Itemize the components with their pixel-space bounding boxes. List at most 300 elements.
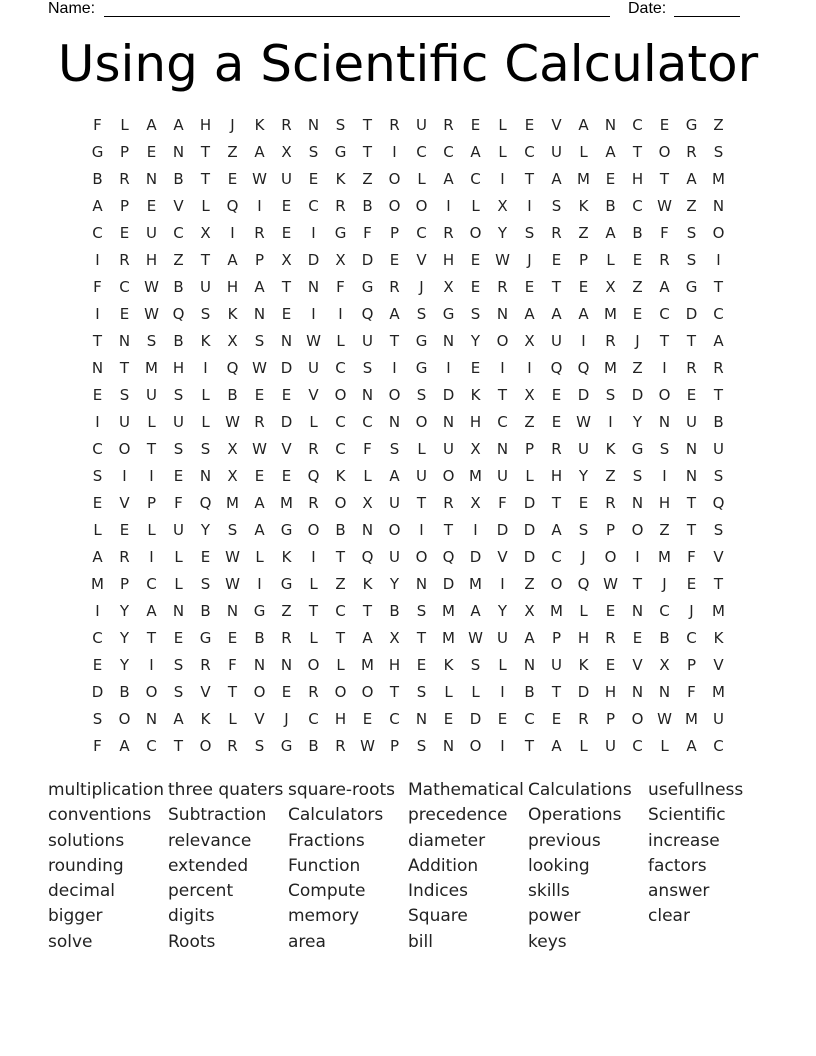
grid-letter: S bbox=[713, 142, 724, 161]
date-field-line bbox=[674, 0, 740, 17]
grid-letter: T bbox=[497, 385, 508, 404]
grid-letter: J bbox=[635, 331, 640, 350]
grid-letter: O bbox=[631, 520, 644, 539]
grid-letter: B bbox=[92, 169, 103, 188]
grid-letter: G bbox=[334, 142, 347, 161]
grid-letter: P bbox=[605, 520, 616, 539]
grid-letter: R bbox=[551, 223, 562, 242]
grid-letter: T bbox=[389, 331, 400, 350]
grid-letter: K bbox=[443, 655, 454, 674]
grid-letter: I bbox=[500, 574, 505, 593]
grid-letter: R bbox=[713, 358, 724, 377]
grid-letter: X bbox=[335, 250, 346, 269]
grid-letter: M bbox=[469, 466, 482, 485]
letter-grid bbox=[84, 111, 732, 759]
grid-letter: G bbox=[415, 331, 428, 350]
word-bank-item: area bbox=[288, 931, 326, 952]
grid-letter: I bbox=[500, 736, 505, 755]
grid-letter: N bbox=[280, 331, 293, 350]
grid-letter: O bbox=[604, 547, 617, 566]
grid-letter: S bbox=[416, 385, 427, 404]
grid-letter: D bbox=[685, 304, 698, 323]
grid-letter: S bbox=[173, 385, 184, 404]
grid-letter: T bbox=[362, 142, 373, 161]
grid-letter: Z bbox=[605, 466, 616, 485]
grid-letter: L bbox=[309, 412, 318, 431]
grid-row bbox=[84, 246, 732, 273]
grid-letter: A bbox=[713, 331, 724, 350]
grid-letter: M bbox=[442, 628, 455, 647]
grid-letter: A bbox=[119, 736, 130, 755]
grid-letter: H bbox=[658, 493, 671, 512]
grid-letter: L bbox=[309, 574, 318, 593]
word-bank-item: Compute bbox=[288, 881, 366, 902]
grid-letter: N bbox=[145, 709, 158, 728]
grid-letter: W bbox=[144, 277, 159, 296]
grid-letter: O bbox=[334, 493, 347, 512]
grid-letter: N bbox=[631, 601, 644, 620]
grid-letter: I bbox=[419, 520, 424, 539]
grid-letter: C bbox=[632, 115, 643, 134]
grid-letter: I bbox=[122, 466, 127, 485]
grid-letter: H bbox=[550, 466, 563, 485]
grid-letter: G bbox=[361, 277, 374, 296]
grid-letter: P bbox=[686, 655, 697, 674]
grid-letter: O bbox=[415, 547, 428, 566]
grid-letter: L bbox=[336, 331, 345, 350]
grid-letter: T bbox=[551, 277, 562, 296]
grid-letter: Z bbox=[173, 250, 184, 269]
grid-letter: K bbox=[200, 331, 211, 350]
grid-letter: N bbox=[658, 412, 671, 431]
word-bank-item: Fractions bbox=[288, 830, 365, 851]
grid-letter: I bbox=[473, 520, 478, 539]
grid-letter: Z bbox=[632, 358, 643, 377]
grid-letter: Q bbox=[712, 493, 725, 512]
word-bank-item: Addition bbox=[408, 855, 479, 876]
grid-letter: E bbox=[497, 709, 508, 728]
grid-letter: M bbox=[145, 358, 158, 377]
grid-letter: K bbox=[227, 304, 238, 323]
grid-letter: M bbox=[712, 601, 725, 620]
grid-letter: K bbox=[335, 466, 346, 485]
grid-letter: L bbox=[579, 142, 588, 161]
grid-letter: F bbox=[228, 655, 237, 674]
grid-letter: L bbox=[201, 196, 210, 215]
grid-letter: M bbox=[226, 493, 239, 512]
grid-row bbox=[84, 219, 732, 246]
grid-letter: E bbox=[200, 547, 211, 566]
grid-letter: C bbox=[146, 736, 157, 755]
grid-letter: C bbox=[335, 412, 346, 431]
grid-letter: R bbox=[389, 115, 400, 134]
grid-letter: S bbox=[686, 223, 697, 242]
grid-letter: C bbox=[524, 709, 535, 728]
grid-letter: N bbox=[388, 412, 401, 431]
grid-letter: H bbox=[226, 277, 239, 296]
grid-letter: O bbox=[388, 169, 401, 188]
grid-letter: U bbox=[713, 709, 724, 728]
grid-letter: R bbox=[119, 547, 130, 566]
grid-letter: O bbox=[307, 655, 320, 674]
grid-letter: Z bbox=[362, 169, 373, 188]
grid-letter: T bbox=[524, 736, 535, 755]
grid-letter: N bbox=[253, 304, 266, 323]
grid-letter: B bbox=[227, 385, 238, 404]
grid-letter: S bbox=[470, 304, 481, 323]
grid-letter: U bbox=[605, 736, 616, 755]
grid-letter: N bbox=[307, 277, 320, 296]
grid-letter: E bbox=[686, 574, 697, 593]
grid-letter: I bbox=[311, 304, 316, 323]
grid-letter: S bbox=[92, 466, 103, 485]
grid-letter: Q bbox=[550, 358, 563, 377]
word-column bbox=[288, 778, 408, 955]
grid-letter: R bbox=[389, 277, 400, 296]
grid-letter: E bbox=[254, 385, 265, 404]
grid-letter: M bbox=[604, 304, 617, 323]
grid-letter: U bbox=[551, 331, 562, 350]
grid-letter: X bbox=[605, 277, 616, 296]
grid-letter: N bbox=[226, 601, 239, 620]
grid-letter: S bbox=[173, 655, 184, 674]
grid-letter: A bbox=[146, 115, 157, 134]
grid-letter: L bbox=[606, 250, 615, 269]
grid-letter: C bbox=[497, 412, 508, 431]
grid-letter: X bbox=[524, 331, 535, 350]
grid-letter: V bbox=[713, 547, 724, 566]
grid-row bbox=[84, 192, 732, 219]
grid-letter: K bbox=[470, 385, 481, 404]
word-bank-item: clear bbox=[648, 906, 690, 927]
grid-letter: C bbox=[470, 169, 481, 188]
grid-letter: B bbox=[200, 601, 211, 620]
grid-letter: Z bbox=[632, 277, 643, 296]
grid-letter: M bbox=[712, 682, 725, 701]
grid-letter: M bbox=[280, 493, 293, 512]
grid-letter: N bbox=[253, 655, 266, 674]
grid-letter: O bbox=[145, 682, 158, 701]
grid-letter: I bbox=[95, 250, 100, 269]
grid-letter: E bbox=[227, 628, 238, 647]
word-bank-item: multiplication bbox=[48, 780, 165, 800]
grid-letter: O bbox=[199, 736, 212, 755]
grid-letter: H bbox=[145, 250, 158, 269]
grid-letter: E bbox=[605, 655, 616, 674]
grid-letter: A bbox=[578, 115, 589, 134]
grid-letter: E bbox=[686, 385, 697, 404]
grid-letter: E bbox=[551, 709, 562, 728]
grid-letter: C bbox=[146, 574, 157, 593]
grid-letter: L bbox=[444, 682, 453, 701]
grid-letter: K bbox=[200, 709, 211, 728]
grid-letter: U bbox=[173, 520, 184, 539]
grid-letter: U bbox=[146, 385, 157, 404]
grid-letter: L bbox=[498, 115, 507, 134]
grid-letter: N bbox=[415, 574, 428, 593]
grid-letter: P bbox=[119, 196, 130, 215]
grid-letter: E bbox=[470, 358, 481, 377]
grid-letter: Q bbox=[442, 547, 455, 566]
grid-letter: K bbox=[605, 439, 616, 458]
grid-letter: R bbox=[308, 439, 319, 458]
grid-letter: B bbox=[605, 196, 616, 215]
grid-row bbox=[84, 327, 732, 354]
grid-letter: O bbox=[496, 331, 509, 350]
grid-letter: X bbox=[524, 601, 535, 620]
grid-letter: O bbox=[388, 520, 401, 539]
grid-letter: X bbox=[389, 628, 400, 647]
grid-letter: Z bbox=[686, 196, 697, 215]
grid-letter: G bbox=[199, 628, 212, 647]
grid-letter: T bbox=[92, 331, 103, 350]
grid-letter: Y bbox=[578, 466, 589, 485]
grid-letter: R bbox=[227, 736, 238, 755]
grid-letter: Y bbox=[389, 574, 400, 593]
grid-letter: L bbox=[525, 466, 534, 485]
grid-letter: R bbox=[443, 493, 454, 512]
grid-letter: L bbox=[417, 439, 426, 458]
grid-letter: S bbox=[200, 574, 211, 593]
grid-letter: B bbox=[308, 736, 319, 755]
grid-letter: R bbox=[119, 250, 130, 269]
grid-letter: C bbox=[524, 142, 535, 161]
grid-letter: F bbox=[687, 682, 696, 701]
grid-letter: Q bbox=[577, 574, 590, 593]
grid-letter: A bbox=[389, 466, 400, 485]
grid-letter: S bbox=[308, 142, 319, 161]
grid-letter: N bbox=[631, 682, 644, 701]
grid-letter: K bbox=[281, 547, 292, 566]
grid-letter: D bbox=[577, 682, 590, 701]
grid-letter: D bbox=[631, 385, 644, 404]
grid-letter: I bbox=[392, 142, 397, 161]
grid-letter: U bbox=[686, 412, 697, 431]
grid-letter: X bbox=[659, 655, 670, 674]
word-bank-item: Scientific bbox=[648, 805, 726, 826]
grid-letter: U bbox=[200, 277, 211, 296]
grid-letter: J bbox=[284, 709, 289, 728]
grid-letter: C bbox=[632, 736, 643, 755]
grid-letter: D bbox=[523, 547, 536, 566]
grid-letter: S bbox=[632, 466, 643, 485]
grid-letter: R bbox=[605, 628, 616, 647]
grid-letter: K bbox=[254, 115, 265, 134]
grid-letter: A bbox=[470, 142, 481, 161]
grid-letter: I bbox=[500, 682, 505, 701]
grid-letter: D bbox=[577, 385, 590, 404]
word-bank-item: digits bbox=[168, 906, 215, 927]
grid-letter: S bbox=[200, 439, 211, 458]
grid-letter: S bbox=[362, 358, 373, 377]
grid-letter: P bbox=[254, 250, 265, 269]
grid-letter: R bbox=[281, 628, 292, 647]
grid-letter: X bbox=[200, 223, 211, 242]
grid-letter: R bbox=[335, 736, 346, 755]
grid-letter: T bbox=[335, 547, 346, 566]
word-bank-item: bigger bbox=[48, 906, 103, 927]
grid-row bbox=[84, 165, 732, 192]
grid-letter: Q bbox=[226, 196, 239, 215]
grid-letter: W bbox=[657, 196, 672, 215]
grid-letter: T bbox=[659, 169, 670, 188]
grid-letter: F bbox=[660, 223, 669, 242]
grid-letter: A bbox=[470, 601, 481, 620]
grid-letter: L bbox=[309, 628, 318, 647]
grid-letter: F bbox=[93, 115, 102, 134]
grid-letter: G bbox=[685, 115, 698, 134]
grid-letter: X bbox=[362, 493, 373, 512]
grid-letter: N bbox=[172, 601, 185, 620]
grid-letter: Q bbox=[361, 304, 374, 323]
grid-row bbox=[84, 516, 732, 543]
grid-letter: P bbox=[389, 223, 400, 242]
grid-letter: S bbox=[416, 601, 427, 620]
grid-letter: A bbox=[551, 304, 562, 323]
grid-letter: I bbox=[527, 358, 532, 377]
grid-letter: E bbox=[659, 115, 670, 134]
grid-letter: W bbox=[603, 574, 618, 593]
grid-letter: I bbox=[230, 223, 235, 242]
grid-letter: O bbox=[253, 682, 266, 701]
word-bank-item: relevance bbox=[168, 830, 252, 851]
grid-letter: U bbox=[416, 115, 427, 134]
grid-letter: P bbox=[119, 142, 130, 161]
grid-letter: A bbox=[605, 142, 616, 161]
grid-letter: B bbox=[119, 682, 130, 701]
grid-letter: E bbox=[551, 250, 562, 269]
grid-row bbox=[84, 678, 732, 705]
grid-letter: O bbox=[658, 142, 671, 161]
grid-letter: D bbox=[361, 250, 374, 269]
grid-letter: S bbox=[470, 655, 481, 674]
grid-letter: C bbox=[659, 601, 670, 620]
grid-letter: E bbox=[470, 277, 481, 296]
grid-letter: X bbox=[227, 439, 238, 458]
grid-letter: N bbox=[415, 709, 428, 728]
grid-letter: N bbox=[631, 493, 644, 512]
grid-letter: S bbox=[119, 385, 130, 404]
grid-letter: S bbox=[416, 736, 427, 755]
grid-letter: A bbox=[524, 304, 535, 323]
word-bank-item: three quaters bbox=[168, 780, 284, 800]
grid-letter: C bbox=[335, 358, 346, 377]
word-bank-item: answer bbox=[648, 881, 710, 902]
grid-letter: O bbox=[415, 196, 428, 215]
word-bank-item: Calculators bbox=[288, 805, 384, 826]
grid-letter: S bbox=[173, 439, 184, 458]
grid-letter: W bbox=[225, 412, 240, 431]
grid-row bbox=[84, 273, 732, 300]
grid-letter: R bbox=[605, 331, 616, 350]
grid-letter: J bbox=[689, 601, 694, 620]
grid-letter: N bbox=[361, 385, 374, 404]
grid-letter: H bbox=[631, 169, 644, 188]
grid-letter: T bbox=[362, 601, 373, 620]
grid-letter: E bbox=[227, 169, 238, 188]
grid-letter: A bbox=[173, 115, 184, 134]
grid-letter: K bbox=[578, 655, 589, 674]
grid-letter: E bbox=[281, 466, 292, 485]
grid-letter: L bbox=[93, 520, 102, 539]
grid-row bbox=[84, 570, 732, 597]
grid-letter: E bbox=[632, 628, 643, 647]
word-bank-item: decimal bbox=[48, 881, 116, 902]
grid-letter: R bbox=[443, 115, 454, 134]
grid-letter: E bbox=[524, 277, 535, 296]
grid-letter: D bbox=[523, 493, 536, 512]
grid-letter: Q bbox=[199, 493, 212, 512]
grid-row bbox=[84, 381, 732, 408]
grid-letter: B bbox=[173, 331, 184, 350]
grid-letter: A bbox=[578, 304, 589, 323]
grid-letter: O bbox=[442, 466, 455, 485]
grid-letter: I bbox=[257, 196, 262, 215]
grid-letter: O bbox=[388, 196, 401, 215]
word-bank-item: square-roots bbox=[288, 780, 395, 800]
grid-letter: S bbox=[200, 304, 211, 323]
grid-row bbox=[84, 597, 732, 624]
grid-letter: X bbox=[470, 439, 481, 458]
grid-letter: L bbox=[471, 682, 480, 701]
grid-letter: T bbox=[335, 628, 346, 647]
grid-letter: F bbox=[687, 547, 696, 566]
grid-letter: W bbox=[576, 412, 591, 431]
grid-letter: E bbox=[173, 466, 184, 485]
grid-letter: I bbox=[608, 412, 613, 431]
grid-row bbox=[84, 408, 732, 435]
grid-letter: N bbox=[442, 736, 455, 755]
grid-letter: N bbox=[280, 655, 293, 674]
grid-letter: I bbox=[311, 547, 316, 566]
grid-letter: T bbox=[443, 520, 454, 539]
grid-letter: V bbox=[173, 196, 184, 215]
grid-letter: Z bbox=[227, 142, 238, 161]
word-bank-item: Roots bbox=[168, 931, 216, 952]
grid-letter: P bbox=[146, 493, 157, 512]
grid-letter: T bbox=[713, 277, 724, 296]
grid-letter: N bbox=[442, 331, 455, 350]
grid-letter: I bbox=[392, 358, 397, 377]
grid-letter: N bbox=[712, 196, 725, 215]
grid-letter: S bbox=[254, 736, 265, 755]
page-title: Using a Scientific Calculator bbox=[57, 35, 759, 93]
grid-letter: D bbox=[280, 358, 293, 377]
word-bank-item: diameter bbox=[408, 830, 486, 851]
grid-letter: O bbox=[361, 682, 374, 701]
grid-letter: O bbox=[658, 385, 671, 404]
grid-letter: S bbox=[146, 331, 157, 350]
grid-row bbox=[84, 462, 732, 489]
grid-letter: X bbox=[497, 196, 508, 215]
grid-letter: W bbox=[657, 709, 672, 728]
grid-letter: C bbox=[443, 142, 454, 161]
word-bank-item: Indices bbox=[408, 881, 468, 902]
grid-letter: R bbox=[659, 250, 670, 269]
grid-letter: I bbox=[581, 331, 586, 350]
grid-letter: G bbox=[631, 439, 644, 458]
grid-letter: O bbox=[118, 709, 131, 728]
grid-letter: O bbox=[334, 682, 347, 701]
grid-letter: H bbox=[388, 655, 401, 674]
grid-letter: A bbox=[443, 169, 454, 188]
grid-letter: C bbox=[362, 412, 373, 431]
grid-letter: I bbox=[257, 574, 262, 593]
grid-letter: I bbox=[716, 250, 721, 269]
grid-letter: A bbox=[92, 196, 103, 215]
grid-letter: E bbox=[254, 466, 265, 485]
grid-letter: C bbox=[389, 709, 400, 728]
